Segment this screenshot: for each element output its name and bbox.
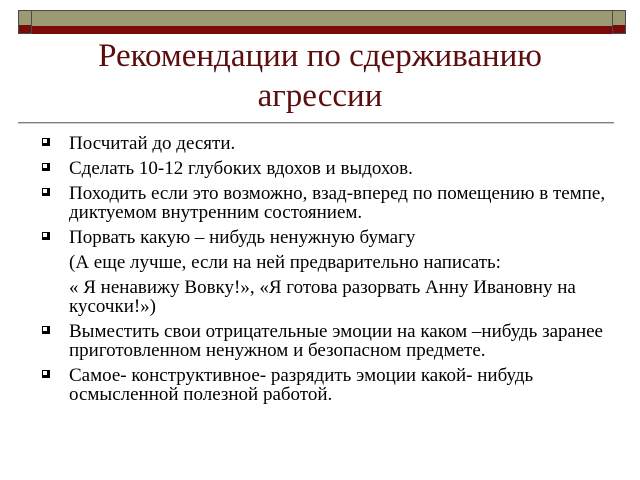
title-divider [18,122,614,124]
list-item-continuation [42,253,612,272]
slide-title: Рекомендации по сдерживанию агрессии [98,38,542,114]
square-bullet-icon [42,163,50,171]
list-item [42,366,612,404]
list-item-continuation [42,278,612,316]
list-item-text: Походить если это возможно, взад-вперед по помещению в темпе, диктуемом внутренним состоянием. [69,183,606,223]
list-item [42,159,612,178]
header-bar-olive-stripe [19,11,625,26]
list-item-text: Сделать 10-12 глубоких вдохов и выдохов. [69,158,413,179]
list-item [42,184,612,222]
header-bar-right-square [612,10,626,34]
list-item-text: « Я ненавижу Вовку!», «Я готова разорвать Анну Ивановну на кусочки!») [69,277,576,317]
square-bullet-icon [42,326,50,334]
list-item-text: Посчитай до десяти. [69,133,236,154]
square-bullet-icon [42,188,50,196]
list-item [42,322,612,360]
square-bullet-icon [42,370,50,378]
list-item-text: (А еще лучше, если на ней предварительно написать: [69,252,501,273]
header-bar-maroon-stripe [19,26,625,34]
list-item-text: Самое- конструктивное- разрядить эмоции какой- нибудь осмысленной полезной работой. [69,365,534,405]
decorative-header-bar [18,10,626,34]
square-bullet-icon [42,232,50,240]
list-item [42,134,612,153]
list-item [42,228,612,247]
bullet-list [42,134,612,410]
square-bullet-icon [42,138,50,146]
list-item-text: Порвать какую – нибудь ненужную бумагу [69,227,416,248]
list-item-text: Выместить свои отрицательные эмоции на каком –нибудь заранее приготовленном ненужном и безопасном предмете. [69,321,603,361]
header-bar-left-square [18,10,32,34]
